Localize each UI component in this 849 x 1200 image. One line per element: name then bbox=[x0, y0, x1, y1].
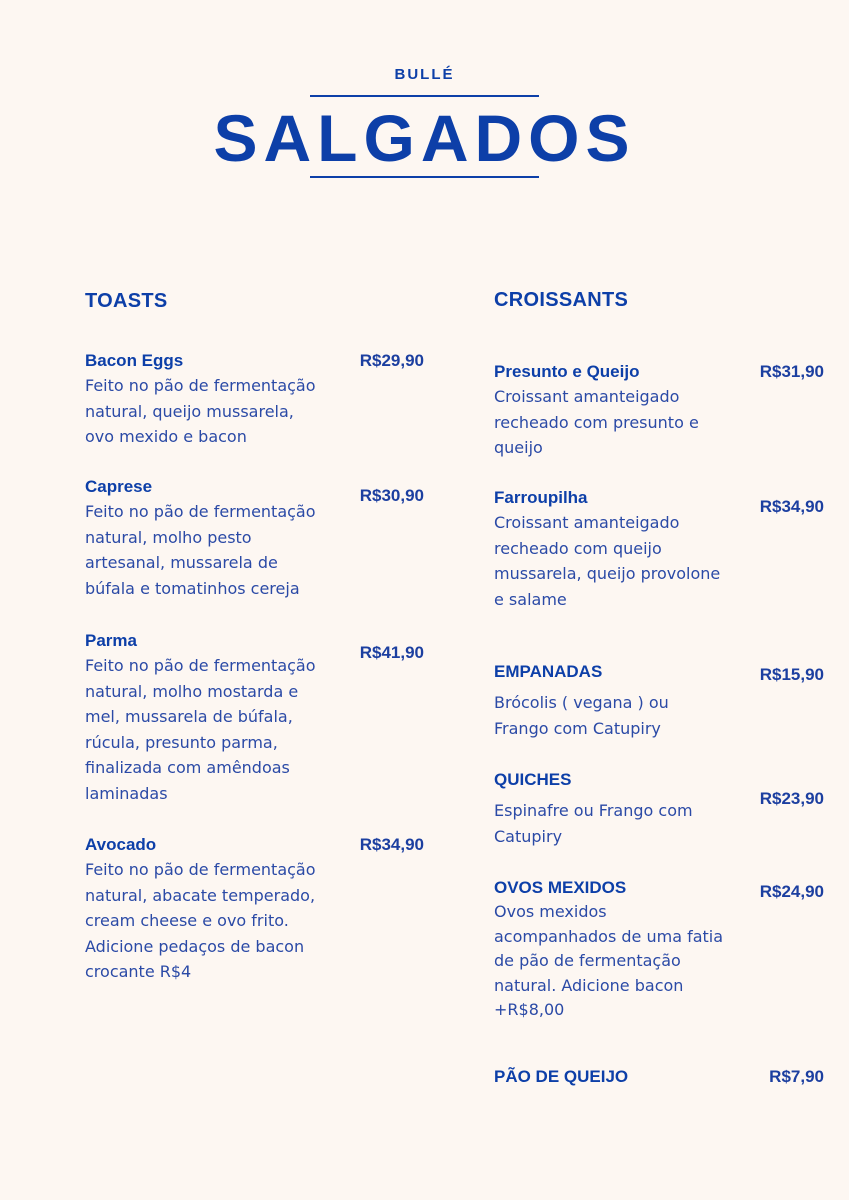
croissants-section-title: CROISSANTS bbox=[494, 289, 629, 311]
toast-parma-name: Parma bbox=[85, 631, 137, 650]
croissant-farroupilha-price: R$34,90 bbox=[759, 497, 824, 516]
empanadas-title: EMPANADAS bbox=[494, 662, 603, 681]
page-title: SALGADOS bbox=[213, 101, 636, 175]
header-rule-top bbox=[310, 95, 539, 97]
toast-caprese-description: Feito no pão de fermentação natural, molho pesto artesanal, mussarela de búfala e tomatinhos cereja bbox=[85, 502, 316, 598]
toast-avocado-price: R$34,90 bbox=[359, 835, 424, 854]
toast-parma-description: Feito no pão de fermentação natural, molho mostarda e mel, mussarela de búfala, rúcula, presunto parma, finalizada com amêndoas laminadas bbox=[85, 656, 316, 803]
ovos-mexidos-title: OVOS MEXIDOS bbox=[494, 878, 627, 897]
toast-avocado-description: Feito no pão de fermentação natural, abacate temperado, cream cheese e ovo frito. Adicione pedaços de bacon crocante R$4 bbox=[85, 860, 316, 981]
toast-bacon-eggs-price: R$29,90 bbox=[359, 351, 424, 370]
toasts-section-title: TOASTS bbox=[85, 290, 168, 312]
ovos-mexidos-description: Ovos mexidos acompanhados de uma fatia de pão de fermentação natural. Adicione bacon +R$8,00 bbox=[494, 902, 724, 1019]
pao-de-queijo-title: PÃO DE QUEIJO bbox=[494, 1067, 629, 1086]
toast-bacon-eggs-description: Feito no pão de fermentação natural, queijo mussarela, ovo mexido e bacon bbox=[85, 376, 316, 446]
toast-bacon-eggs-name: Bacon Eggs bbox=[85, 351, 184, 370]
croissant-presunto-queijo-description: Croissant amanteigado recheado com presunto e queijo bbox=[494, 387, 699, 457]
croissant-presunto-queijo-name: Presunto e Queijo bbox=[494, 362, 640, 381]
header-rule-bottom bbox=[310, 176, 539, 178]
quiches-title: QUICHES bbox=[494, 770, 572, 789]
pao-de-queijo-price: R$7,90 bbox=[769, 1067, 824, 1086]
croissant-farroupilha-description: Croissant amanteigado recheado com queijo mussarela, queijo provolone e salame bbox=[494, 513, 721, 609]
toast-caprese-name: Caprese bbox=[85, 477, 153, 496]
toast-parma-price: R$41,90 bbox=[359, 643, 424, 662]
toast-caprese-price: R$30,90 bbox=[359, 486, 424, 505]
empanadas-price: R$15,90 bbox=[759, 665, 824, 684]
ovos-mexidos-price: R$24,90 bbox=[759, 882, 824, 901]
croissant-farroupilha-name: Farroupilha bbox=[494, 488, 588, 507]
toast-avocado-name: Avocado bbox=[85, 835, 157, 854]
croissant-presunto-queijo-price: R$31,90 bbox=[759, 362, 824, 381]
quiches-description: Espinafre ou Frango com Catupiry bbox=[494, 801, 693, 846]
empanadas-description: Brócolis ( vegana ) ou Frango com Catupiry bbox=[494, 693, 669, 738]
brand-name: BULLÉ bbox=[394, 66, 455, 83]
quiches-price: R$23,90 bbox=[759, 789, 824, 808]
